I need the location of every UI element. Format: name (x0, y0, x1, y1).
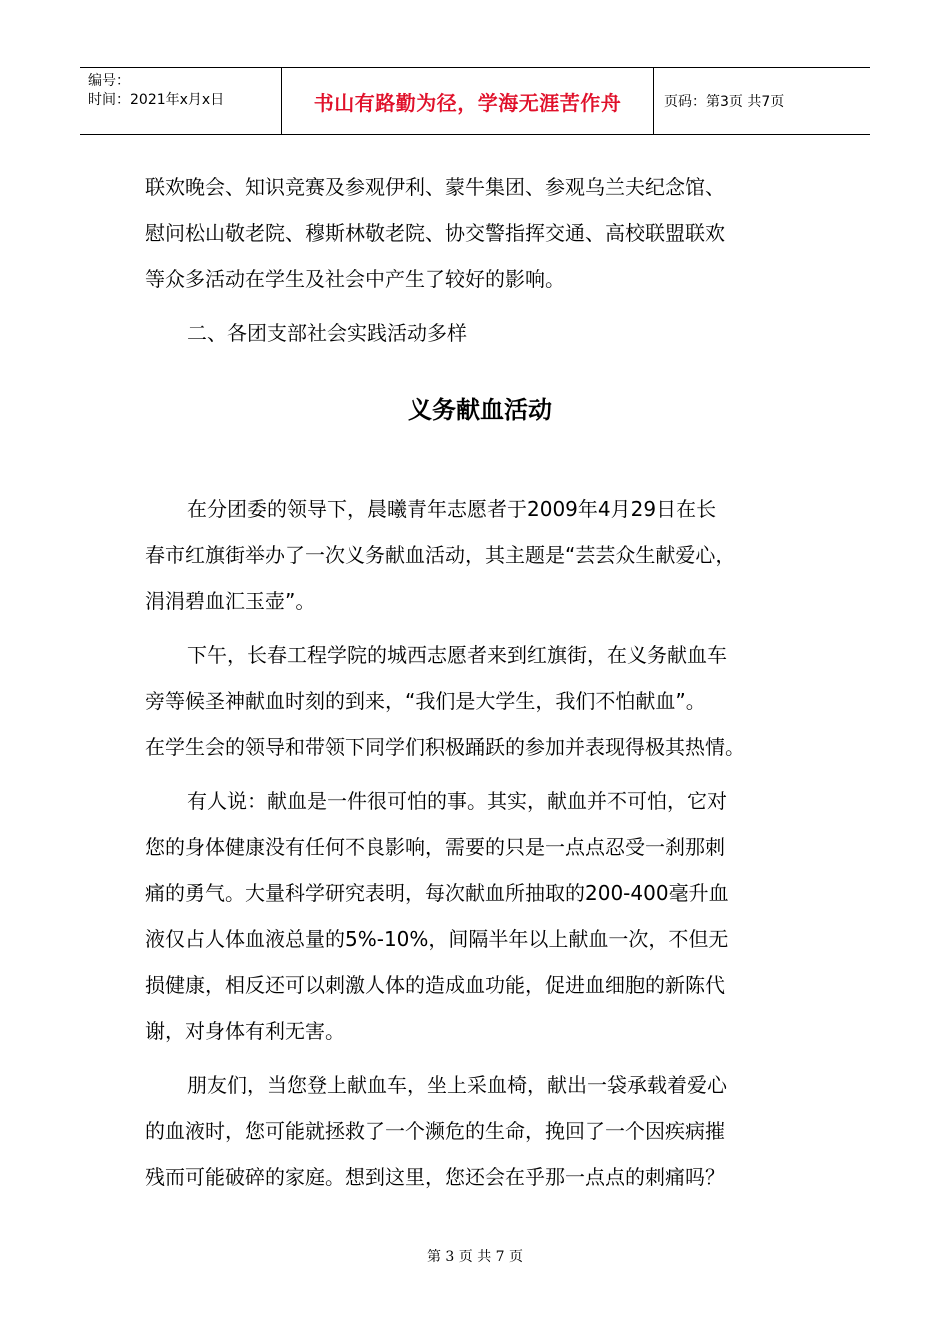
paragraph-line: 在学生会的领导和带领下同学们积极踊跃的参加并表现得极其热情。 (145, 735, 745, 759)
paragraph (145, 486, 815, 624)
intro-line: 慰问松山敬老院、穆斯林敬老院、协交警指挥交通、高校联盟联欢 (145, 221, 725, 245)
paragraph-line: 旁等候圣神献血时刻的到来，“我们是大学生，我们不怕献血”。 (145, 689, 706, 713)
intro-paragraph (145, 164, 815, 302)
paragraph (145, 632, 815, 770)
page-footer: 第 3 页 共 7 页 (426, 1249, 524, 1265)
article-title: 义务献血活动 (408, 396, 552, 424)
document-date-label: 时间：2021年x月x日 (88, 92, 225, 108)
paragraph (145, 1062, 815, 1200)
paragraph-line: 朋友们，当您登上献血车，坐上采血椅，献出一袋承载着爱心 (187, 1073, 727, 1097)
paragraph (145, 778, 815, 1054)
section-heading: 二、各团支部社会实践活动多样 (187, 321, 467, 345)
document-number-label: 编号： (88, 73, 130, 89)
header-meta (80, 68, 282, 134)
paragraph-line: 涓涓碧血汇玉壶”。 (145, 589, 316, 613)
paragraph-line: 痛的勇气。大量科学研究表明，每次献血所抽取的200-400毫升血 (145, 881, 729, 905)
paragraph-line: 残而可能破碎的家庭。想到这里，您还会在乎那一点点的刺痛吗？ (145, 1165, 725, 1189)
paragraph-line: 谢，对身体有利无害。 (145, 1019, 345, 1043)
page-header (80, 67, 870, 135)
paragraph-line: 在分团委的领导下，晨曦青年志愿者于2009年4月29日在长 (187, 497, 717, 521)
intro-line: 等众多活动在学生及社会中产生了较好的影响。 (145, 267, 565, 291)
paragraph-line: 春市红旗街举办了一次义务献血活动，其主题是“芸芸众生献爱心， (145, 543, 736, 567)
intro-block (145, 164, 815, 356)
paragraph-line: 下午，长春工程学院的城西志愿者来到红旗街，在义务献血车 (187, 643, 727, 667)
header-motto: 书山有路勤为径，学海无涯苦作舟 (282, 68, 654, 134)
article-body (145, 486, 815, 1208)
paragraph-line: 您的身体健康没有任何不良影响，需要的只是一点点忍受一刹那刺 (145, 835, 725, 859)
paragraph-line: 液仅占人体血液总量的5%-10%，间隔半年以上献血一次，不但无 (145, 927, 729, 951)
paragraph-line: 的血液时，您可能就拯救了一个濒危的生命，挽回了一个因疾病摧 (145, 1119, 725, 1143)
header-page-code: 页码：第3页 共7页 (664, 94, 785, 110)
paragraph-line: 有人说：献血是一件很可怕的事。其实，献血并不可怕，它对 (187, 789, 727, 813)
intro-line: 联欢晚会、知识竞赛及参观伊利、蒙牛集团、参观乌兰夫纪念馆、 (145, 175, 725, 199)
paragraph-line: 损健康，相反还可以刺激人体的造成血功能，促进血细胞的新陈代 (145, 973, 725, 997)
